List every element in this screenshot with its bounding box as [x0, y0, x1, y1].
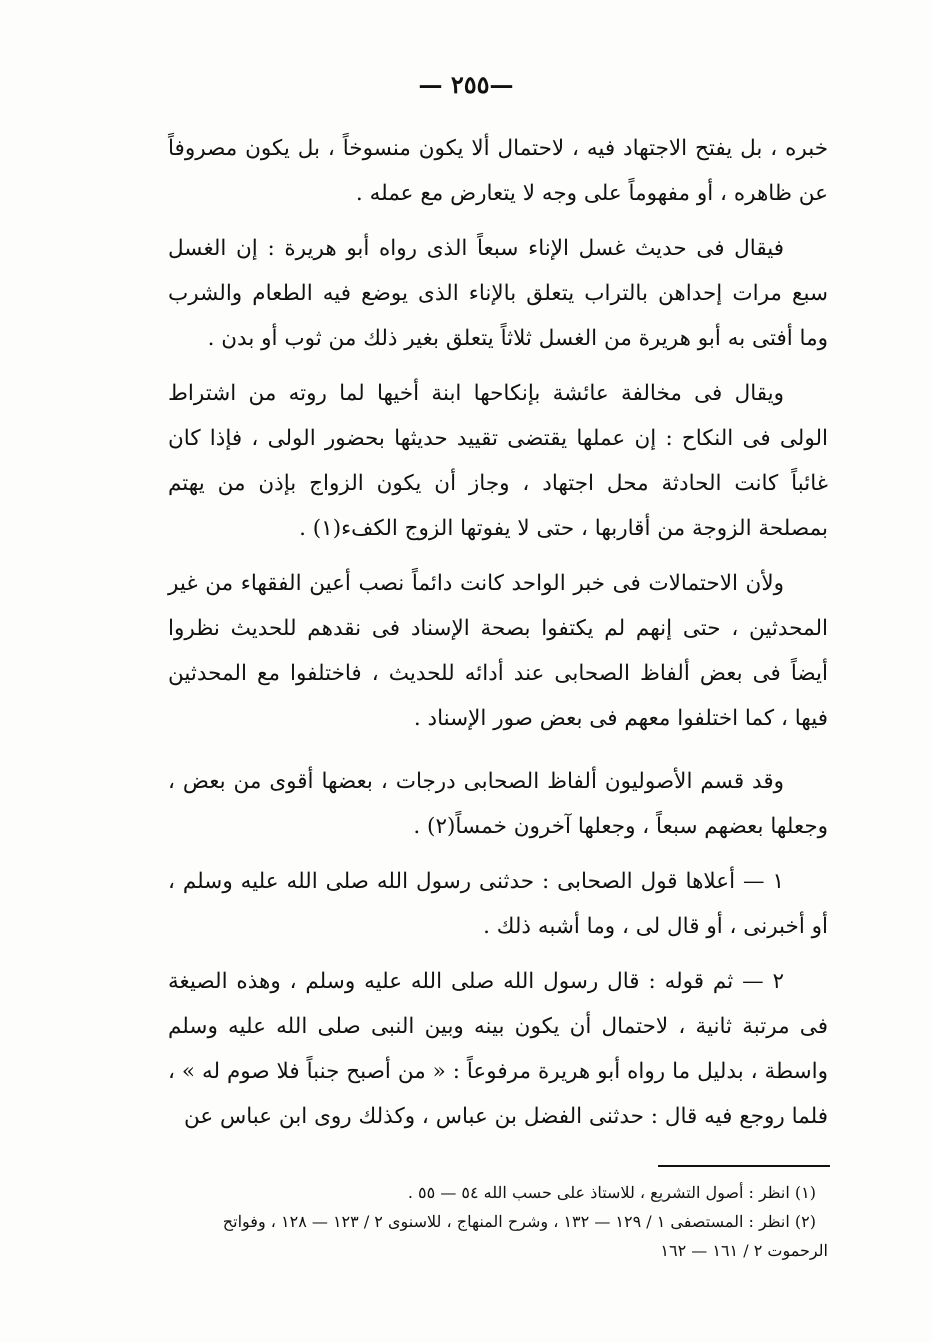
list-item-2: ٢ — ثم قوله : قال رسول الله صلى الله عليه وسلم ، وهذه الصيغة فى مرتبة ثانية ، لاحتمال أن يكون بينه وبين النبى صلى الله عليه وسلم واسطة ، بدليل ما رواه أبو هريرة مرفوعاً : « من أصبح جنباً فلا صوم له » ، فلما روجع فيه قال : حدثنى الفضل بن عباس ، وكذلك روى ابن عباس عن — [168, 969, 828, 1129]
paragraph-3: ويقال فى مخالفة عائشة بإنكاحها ابنة أخيها لما روته من اشتراط الولى فى النكاح : إن عملها يقتضى تقييد حديثها بحضور الولى ، فإذا كان غائباً كانت الحادثة محل اجتهاد ، وجاز أن يكون الزواج بإذن من يهتم بمصلحة الزوجة من أقاربها ، حتى لا يفوتها الزوج الكفء(١) . — [168, 381, 828, 541]
footnote-2: (٢) انظر : المستصفى ١ / ١٢٩ — ١٣٢ ، وشرح المنهاج ، للاسنوى ٢ / ١٢٣ — ١٢٨ ، وفواتح الرحموت ٢ / ١٦١ — ١٦٢ — [222, 1212, 828, 1260]
paragraph-2: فيقال فى حديث غسل الإناء سبعاً الذى رواه أبو هريرة : إن الغسل سبع مرات إحداهن بالتراب يتعلق بالإناء الذى يوضع فيه الطعام والشرب وما أفتى به أبو هريرة من الغسل ثلاثاً يتعلق بغير ذلك من ثوب أو بدن . — [168, 236, 828, 351]
paragraph-1: خبره ، بل يفتح الاجتهاد فيه ، لاحتمال ألا يكون منسوخاً ، بل يكون مصروفاً عن ظاهره ، أو مفهوماً على وجه لا يتعارض مع عمله . — [168, 136, 828, 206]
footnote-1: (١) انظر : أصول التشريع ، للاستاذ على حسب الله ٥٤ — ٥٥ . — [407, 1183, 816, 1202]
footnotes — [168, 1178, 828, 1265]
paragraph-4: ولأن الاحتمالات فى خبر الواحد كانت دائماً نصب أعين الفقهاء من غير المحدثين ، حتى إنهم لم يكتفوا بصحة الإسناد فى نقدهم للحديث نظروا أيضاً فى بعض ألفاظ الصحابى عند أدائه للحديث ، فاختلفوا مع المحدثين فيها ، كما اختلفوا معهم فى بعض صور الإسناد . — [168, 571, 828, 731]
footnote-divider — [658, 1165, 830, 1167]
list-item-1: ١ — أعلاها قول الصحابى : حدثنى رسول الله صلى الله عليه وسلم ، أو أخبرنى ، أو قال لى ، وما أشبه ذلك . — [168, 869, 828, 939]
body-text — [168, 126, 828, 1149]
paragraph-5: وقد قسم الأصوليون ألفاظ الصحابى درجات ، بعضها أقوى من بعض ، وجعلها بعضهم سبعاً ، وجعلها آخرون خمساً(٢) . — [168, 769, 828, 839]
page-number: —٢٥٥ — — [418, 70, 514, 99]
